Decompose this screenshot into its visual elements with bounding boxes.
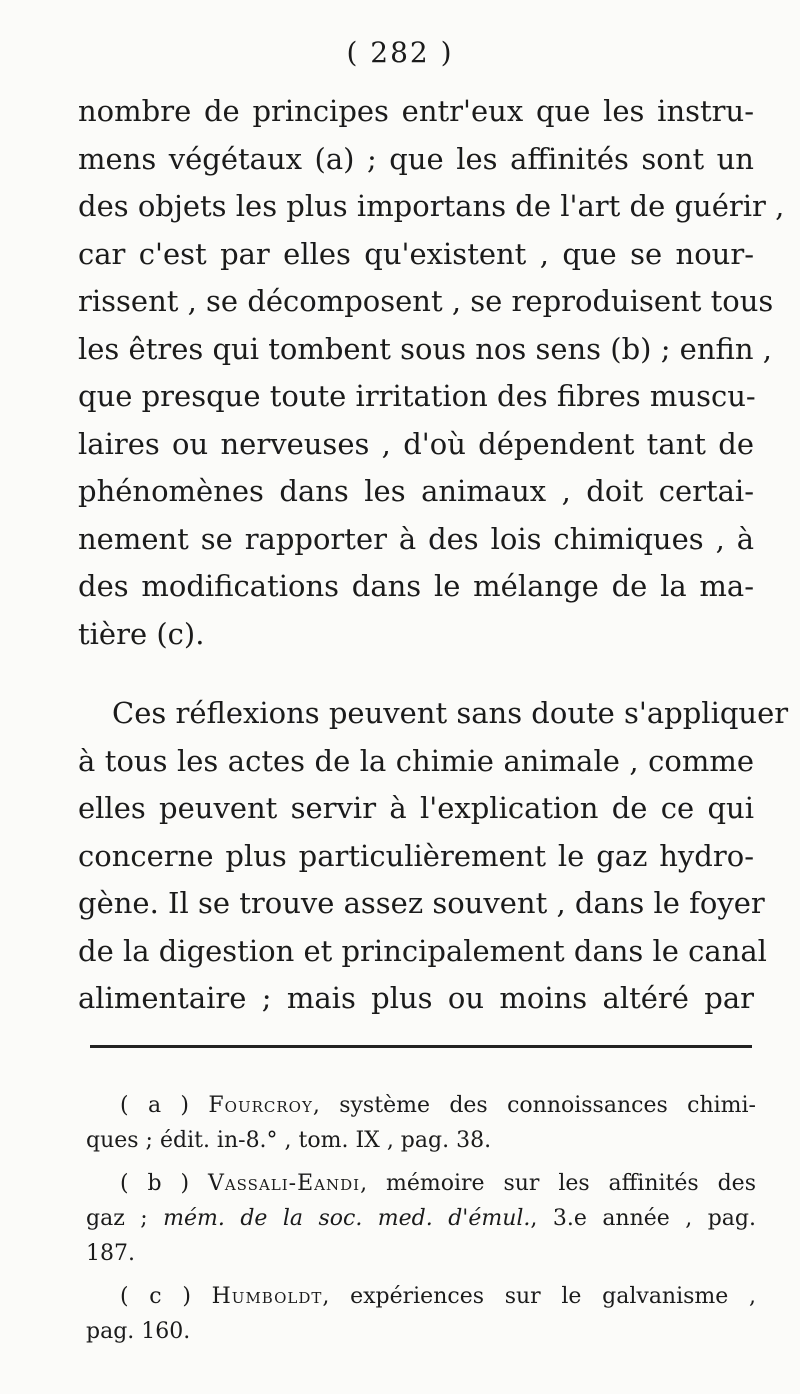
footnote-c bbox=[86, 1279, 756, 1349]
text-line: phénomènes dans les animaux , doit certai- bbox=[78, 474, 754, 508]
text-line: car c'est par elles qu'existent , que se nour- bbox=[78, 236, 754, 271]
text-line: de la digestion et principalement dans le canal bbox=[78, 933, 767, 968]
text-line: des objets les plus importans de l'art de guérir , bbox=[78, 189, 785, 223]
text-line: à tous les actes de la chimie animale , comme bbox=[78, 743, 754, 778]
footnote-mark: ( b ) bbox=[120, 1171, 190, 1196]
body-text bbox=[78, 88, 789, 1023]
paragraph-2 bbox=[78, 690, 789, 1023]
footnote-line: ques ; édit. in-8.° , tom. IX , pag. 38. bbox=[86, 1128, 492, 1153]
text-line: tière (c). bbox=[78, 616, 205, 651]
footnote-line: 187. bbox=[86, 1241, 135, 1266]
footnote-journal: mém. de la soc. med. d'émul. bbox=[163, 1206, 531, 1231]
text-line: concerne plus particulièrement le gaz hydro- bbox=[78, 838, 754, 873]
text-line: nombre de principes entr'eux que les instru- bbox=[78, 94, 754, 128]
text-line: nement se rapporter à des lois chimiques , à bbox=[78, 521, 754, 556]
footnote-b bbox=[86, 1166, 756, 1271]
footnote-mark: ( a ) bbox=[120, 1093, 190, 1118]
text-line: des modifications dans le mélange de la ma- bbox=[78, 569, 754, 603]
footnote-author: Fourcroy bbox=[208, 1093, 313, 1118]
footnote-line bbox=[86, 1201, 756, 1236]
paragraph-gap bbox=[78, 658, 754, 690]
footnote-line bbox=[86, 1279, 756, 1314]
footnote-author: Humboldt bbox=[211, 1284, 323, 1309]
footnote-line bbox=[86, 1166, 756, 1201]
footnote-author: Vassali-Eandi bbox=[207, 1171, 361, 1196]
footnote-text: , mémoire sur les affinités des bbox=[360, 1171, 756, 1196]
text-line: les êtres qui tombent sous nos sens (b) ; enfin , bbox=[78, 331, 772, 366]
footnote-mark: ( c ) bbox=[120, 1284, 191, 1309]
text-line: elles peuvent servir à l'explication de ce qui bbox=[78, 791, 754, 825]
footnote-rule bbox=[90, 1045, 752, 1048]
text-line: que presque toute irritation des fibres muscu- bbox=[78, 379, 756, 413]
page-number: ( 282 ) bbox=[346, 36, 454, 69]
footnote-line: pag. 160. bbox=[86, 1319, 191, 1344]
footnote-text: , système des connoissances chimi- bbox=[312, 1093, 756, 1118]
footnotes bbox=[86, 1088, 756, 1349]
footnote-text: , 3.e année , pag. bbox=[530, 1206, 756, 1231]
footnote-gap bbox=[86, 1271, 756, 1279]
text-line: rissent , se décomposent , se reproduisent tous bbox=[78, 284, 774, 318]
footnote-line bbox=[86, 1088, 756, 1123]
footnote-text: , expériences sur le galvanisme , bbox=[322, 1284, 757, 1309]
paragraph-1 bbox=[78, 88, 785, 658]
text-line: alimentaire ; mais plus ou moins altéré par bbox=[78, 981, 754, 1015]
footnote-a bbox=[86, 1088, 756, 1158]
text-line: Ces réflexions peuvent sans doute s'appliquer bbox=[112, 696, 789, 730]
text-line: mens végétaux (a) ; que les affinités sont un bbox=[78, 141, 754, 176]
text-line: laires ou nerveuses , d'où dépendent tant de bbox=[78, 426, 754, 461]
footnote-gap bbox=[86, 1158, 756, 1166]
text-line: gène. Il se trouve assez souvent , dans le foyer bbox=[78, 886, 765, 920]
footnote-text: gaz ; bbox=[86, 1206, 148, 1231]
